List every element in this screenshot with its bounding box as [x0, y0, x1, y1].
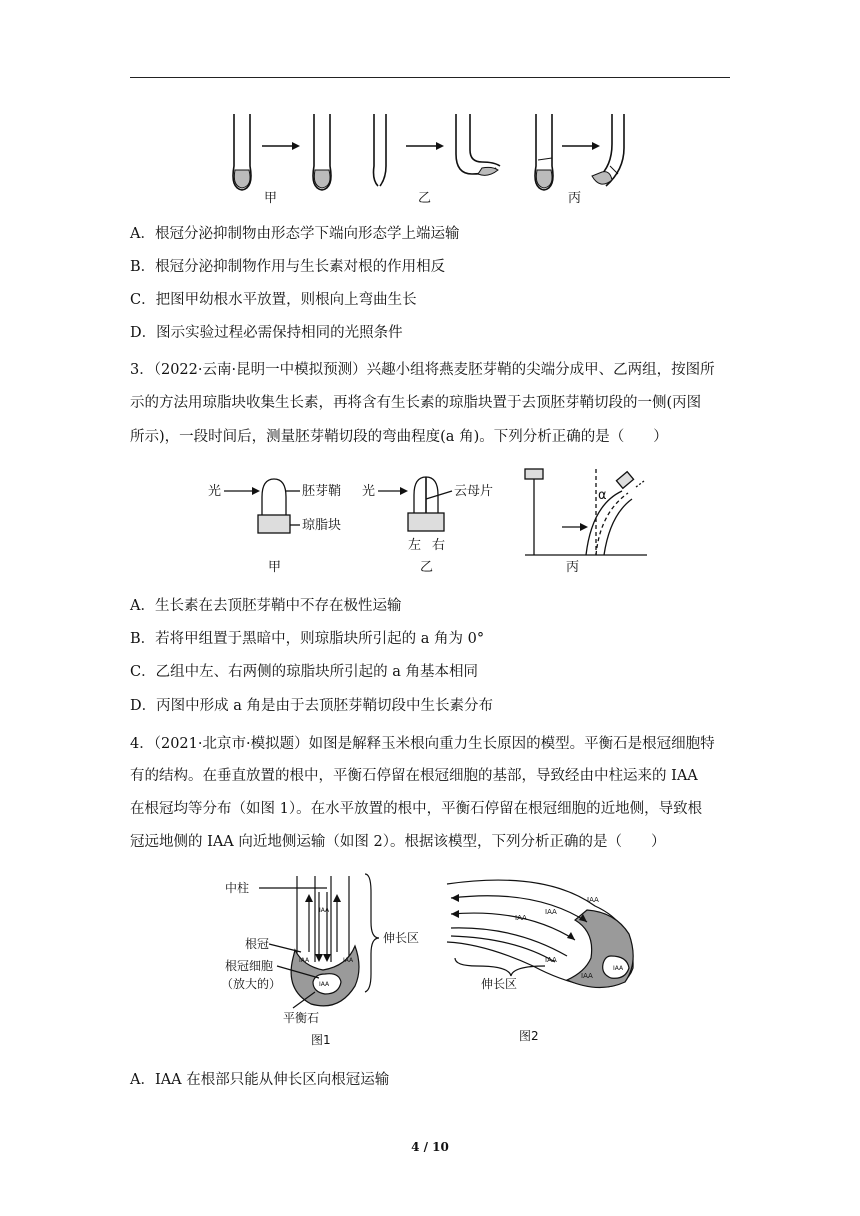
elongation-label: 伸长区	[383, 931, 420, 945]
fig-label-jia: 甲	[264, 191, 278, 206]
q3-stem-line-1: 3．（2022·云南·昆明一中模拟预测）兴趣小组将燕麦胚芽鞘的尖端分成甲、乙两组，按图所	[130, 362, 715, 378]
iaa-label-9: IAA	[581, 972, 593, 980]
statolith-label: 平衡石	[283, 1011, 320, 1025]
iaa-label-7: IAA	[587, 896, 599, 904]
fig-label-bing: 丙	[568, 191, 582, 206]
iaa-label-8: IAA	[545, 956, 557, 964]
rootcap-label: 根冠	[245, 937, 270, 951]
light-label-2: 光	[362, 484, 376, 499]
q3-stem-line-2: 示的方法用琼脂块收集生长素，再将含有生长素的琼脂块置于去顶胚芽鞘切段的一侧(丙图	[130, 395, 702, 411]
q3-option-d: D．丙图中形成 a 角是由于去顶胚芽鞘切段中生长素分布	[130, 698, 493, 714]
q2-option-d: D．图示实验过程必需保持相同的光照条件	[130, 325, 403, 341]
q4-stem-line-1: 4．（2021·北京市·模拟题）如图是解释玉米根向重力生长原因的模型。平衡石是根冠细胞特	[130, 736, 715, 752]
left-label: 左	[408, 538, 422, 553]
fig1-caption: 图1	[311, 1033, 331, 1047]
fig-label-yi-2: 乙	[420, 560, 434, 575]
fig-label-yi: 乙	[418, 191, 432, 206]
alpha-label: α	[598, 488, 607, 503]
light-label-1: 光	[208, 484, 222, 499]
q2-option-a: A．根冠分泌抑制物由形态学下端向形态学上端运输	[130, 226, 460, 242]
root-gravitropism-figure	[215, 862, 655, 1052]
root-cap-experiment-figure	[220, 108, 630, 208]
q3-option-b: B．若将甲组置于黑暗中，则琼脂块所引起的 a 角为 0°	[130, 631, 485, 647]
q3-stem-line-3: 所示)，一段时间后，测量胚芽鞘切段的弯曲程度(a 角)。下列分析正确的是（ ）	[130, 429, 668, 445]
q4-option-a: A．IAA 在根部只能从伸长区向根冠运输	[130, 1072, 390, 1088]
rootcap-cell-label: 根冠细胞	[225, 959, 274, 973]
q2-option-b: B．根冠分泌抑制物作用与生长素对根的作用相反	[130, 259, 446, 275]
iaa-label-4: IAA	[319, 907, 330, 914]
iaa-label-6: IAA	[545, 908, 557, 916]
page-number: 4 / 10	[411, 1140, 449, 1154]
coleoptile-auxin-figure	[200, 465, 660, 580]
right-label: 右	[432, 538, 446, 553]
agar-label: 琼脂块	[302, 518, 342, 533]
q4-stem-line-4: 冠远地侧的 IAA 向近地侧运输（如图 2）。根据该模型，下列分析正确的是（ ）	[130, 834, 666, 850]
stele-label: 中柱	[225, 881, 250, 895]
mica-label: 云母片	[454, 484, 494, 499]
iaa-label-5: IAA	[515, 914, 527, 922]
iaa-label-10: IAA	[613, 965, 624, 972]
q3-option-c: C．乙组中左、右两侧的琼脂块所引起的 a 角基本相同	[130, 664, 478, 680]
rootcap-cell-enlarged-label: （放大的）	[221, 977, 282, 991]
q3-option-a: A．生长素在去顶胚芽鞘中不存在极性运输	[130, 598, 402, 614]
iaa-label-2: IAA	[343, 957, 354, 964]
iaa-label-3: IAA	[319, 981, 330, 988]
fig2-caption: 图2	[519, 1029, 539, 1043]
fig-label-jia-2: 甲	[268, 560, 282, 575]
elongation-label-2: 伸长区	[481, 977, 518, 991]
q2-option-c: C．把图甲幼根水平放置，则根向上弯曲生长	[130, 292, 417, 308]
q4-stem-line-2: 有的结构。在垂直放置的根中，平衡石停留在根冠细胞的基部，导致经由中柱运来的 IAA	[130, 768, 698, 784]
header-rule	[130, 77, 730, 78]
q4-stem-line-3: 在根冠均等分布（如图 1）。在水平放置的根中，平衡石停留在根冠细胞的近地侧，导致根	[130, 801, 703, 817]
iaa-label-1: IAA	[299, 957, 310, 964]
fig-label-bing-2: 丙	[566, 560, 580, 575]
coleoptile-label: 胚芽鞘	[302, 484, 342, 499]
